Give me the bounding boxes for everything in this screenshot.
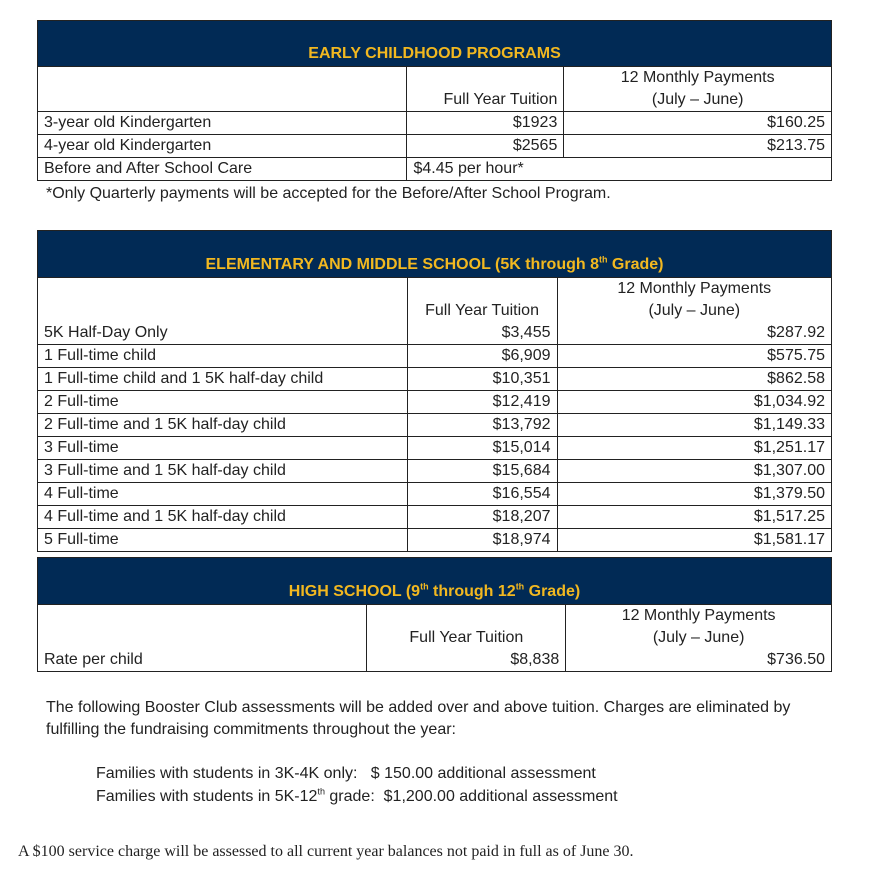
col-monthly — [557, 278, 832, 323]
elementary-title-text: ELEMENTARY AND MIDDLE SCHOOL (5K through 8 — [205, 256, 599, 273]
early-childhood-header — [37, 20, 832, 67]
table-row — [38, 112, 832, 135]
row-monthly: $736.50 — [767, 651, 825, 668]
row-full-year: $3,455 — [407, 322, 557, 345]
table-header-row — [38, 278, 832, 323]
col-full-year-label: Full Year Tuition — [409, 629, 524, 646]
row-full-year: $1923 — [407, 112, 564, 135]
booster-line2-text: Families with students in 5K-12 — [96, 788, 318, 805]
row-label: 1 Full-time child — [38, 345, 408, 368]
row-monthly: $862.58 — [557, 368, 832, 391]
row-monthly: $1,379.50 — [557, 483, 832, 506]
row-full-year: $18,974 — [407, 529, 557, 552]
row-monthly: $575.75 — [557, 345, 832, 368]
high-title-end: Grade) — [524, 583, 581, 600]
high-school-header — [37, 557, 832, 605]
table-row — [38, 483, 832, 506]
row-label: 4 Full-time — [38, 483, 408, 506]
elementary-header — [37, 230, 832, 278]
table-row — [38, 414, 832, 437]
row-full-year: $18,207 — [407, 506, 557, 529]
row-label: 3 Full-time and 1 5K half-day child — [38, 460, 408, 483]
high-title-mid: through 12 — [428, 583, 516, 600]
elementary-table — [37, 277, 832, 552]
row-full-year: $15,014 — [407, 437, 557, 460]
row-label: 5 Full-time — [38, 529, 408, 552]
col-full-year — [407, 278, 557, 323]
col-full-year — [367, 605, 566, 672]
table-row — [38, 391, 832, 414]
row-full-year: $2565 — [407, 135, 564, 158]
early-childhood-note: *Only Quarterly payments will be accepted for the Before/After School Program. — [46, 185, 611, 202]
high-title-sup1: th — [420, 581, 429, 592]
row-label: 4 Full-time and 1 5K half-day child — [38, 506, 408, 529]
col-monthly — [566, 605, 832, 672]
row-monthly: $160.25 — [564, 112, 832, 135]
col-monthly-line1: 12 Monthly Payments — [620, 69, 775, 86]
elementary-title — [38, 256, 831, 274]
row-full-year: $8,838 — [510, 651, 560, 668]
row-monthly: $1,251.17 — [557, 437, 832, 460]
row-full-year: $6,909 — [407, 345, 557, 368]
row-label: Before and After School Care — [38, 158, 407, 181]
booster-line-5k12 — [96, 788, 618, 806]
row-full-year: $15,684 — [407, 460, 557, 483]
table-row — [38, 368, 832, 391]
row-monthly: $1,581.17 — [557, 529, 832, 552]
high-school-table — [37, 604, 832, 672]
col-monthly-line2: (July – June) — [648, 302, 741, 319]
care-rate: $4.45 per hour* — [407, 158, 832, 181]
row-monthly: $1,517.25 — [557, 506, 832, 529]
col-monthly — [564, 67, 832, 112]
elementary-title-sup: th — [598, 254, 608, 265]
table-row — [38, 529, 832, 552]
row-monthly: $1,034.92 — [557, 391, 832, 414]
row-label: 5K Half-Day Only — [38, 278, 408, 345]
row-full-year: $10,351 — [407, 368, 557, 391]
table-row — [38, 158, 832, 181]
col-full-year: Full Year Tuition — [407, 67, 564, 112]
row-monthly: $1,149.33 — [557, 414, 832, 437]
booster-paragraph: The following Booster Club assessments will be added over and above tuition. Charges are eliminated by fulfilling the fundraising commitments throughout the year: — [46, 699, 791, 738]
row-label: 2 Full-time — [38, 391, 408, 414]
row-label: 1 Full-time child and 1 5K half-day child — [38, 368, 408, 391]
row-label: 3-year old Kindergarten — [38, 112, 407, 135]
table-row — [38, 605, 832, 672]
row-label: 3 Full-time — [38, 437, 408, 460]
row-label: Rate per child — [38, 605, 367, 672]
table-row — [38, 345, 832, 368]
high-title-sup2: th — [515, 581, 525, 592]
col-monthly-line1: 12 Monthly Payments — [617, 280, 772, 297]
col-monthly-line1: 12 Monthly Payments — [621, 607, 776, 624]
row-label: 4-year old Kindergarten — [38, 135, 407, 158]
row-full-year: $13,792 — [407, 414, 557, 437]
col-monthly-line2: (July – June) — [652, 629, 745, 646]
high-title-text: HIGH SCHOOL (9 — [288, 583, 421, 600]
service-charge-note: A $100 service charge will be assessed to all current year balances not paid in full as of June 30. — [18, 843, 634, 860]
row-monthly: $1,307.00 — [557, 460, 832, 483]
row-full-year: $16,554 — [407, 483, 557, 506]
table-row — [38, 437, 832, 460]
row-label: 2 Full-time and 1 5K half-day child — [38, 414, 408, 437]
row-monthly: $213.75 — [564, 135, 832, 158]
row-monthly: $287.92 — [557, 322, 832, 345]
table-row — [38, 460, 832, 483]
booster-line-3k4k: Families with students in 3K-4K only: $ 150.00 additional assessment — [96, 765, 596, 782]
empty-cell — [38, 67, 407, 112]
col-monthly-line2: (July – June) — [651, 91, 744, 108]
early-childhood-table — [37, 66, 832, 181]
early-childhood-title: EARLY CHILDHOOD PROGRAMS — [308, 45, 561, 62]
table-row — [38, 135, 832, 158]
table-row — [38, 506, 832, 529]
table-header-row — [38, 67, 832, 112]
booster-line2-sup: th — [317, 786, 325, 797]
col-full-year-label: Full Year Tuition — [425, 302, 539, 319]
high-school-title — [38, 583, 831, 601]
row-full-year: $12,419 — [407, 391, 557, 414]
elementary-title-end: Grade) — [607, 256, 664, 273]
booster-line2-end: grade: $1,200.00 additional assessment — [324, 788, 618, 805]
